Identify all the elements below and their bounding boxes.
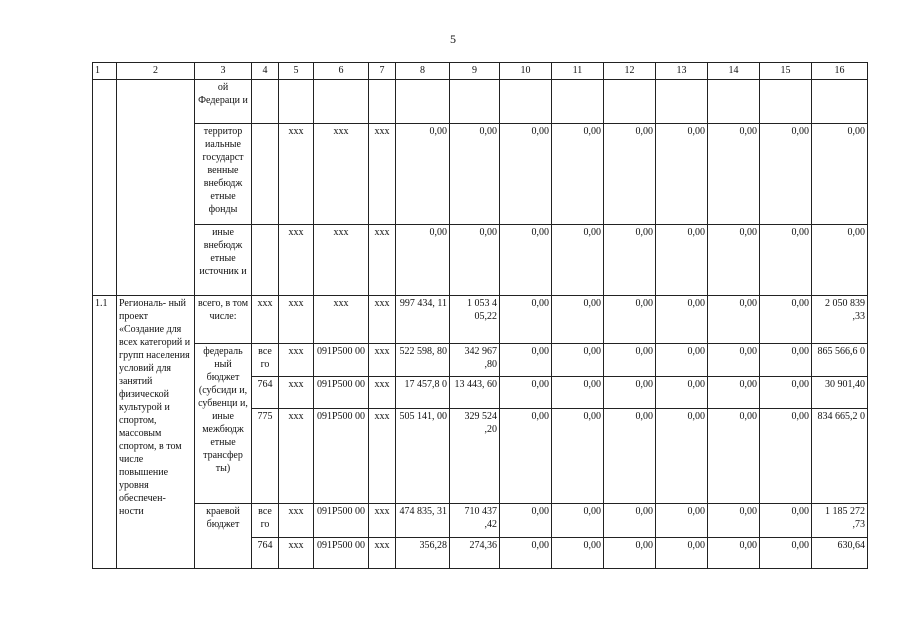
amount-cell: 1 185 272 ,73 bbox=[812, 504, 868, 538]
amount-cell: 0,00 bbox=[760, 124, 812, 225]
code-cell: ххх bbox=[279, 409, 314, 504]
amount-cell: 0,00 bbox=[708, 225, 760, 296]
code-cell: ххх bbox=[252, 296, 279, 344]
amount-cell: 0,00 bbox=[760, 296, 812, 344]
code-cell: ххх bbox=[279, 124, 314, 225]
amount-cell: 0,00 bbox=[500, 344, 552, 377]
code-cell: ххх bbox=[369, 225, 396, 296]
amount-cell: 0,00 bbox=[656, 504, 708, 538]
amount-cell: 0,00 bbox=[450, 124, 500, 225]
code-cell: ххх bbox=[279, 504, 314, 538]
amount-cell: 0,00 bbox=[552, 124, 604, 225]
code-cell: 764 bbox=[252, 377, 279, 409]
column-header: 15 bbox=[760, 63, 812, 80]
code-cell: ххх bbox=[314, 296, 369, 344]
column-header: 14 bbox=[708, 63, 760, 80]
amount-cell: 0,00 bbox=[760, 377, 812, 409]
project-cell bbox=[117, 80, 195, 296]
amount-cell: 0,00 bbox=[656, 538, 708, 569]
column-header: 9 bbox=[450, 63, 500, 80]
amount-cell: 0,00 bbox=[760, 504, 812, 538]
code-cell: ххх bbox=[314, 124, 369, 225]
amount-cell: 274,36 bbox=[450, 538, 500, 569]
table-row bbox=[93, 80, 868, 124]
amount-cell: 0,00 bbox=[656, 225, 708, 296]
amount-cell: 0,00 bbox=[552, 296, 604, 344]
amount-cell: 17 457,8 0 bbox=[396, 377, 450, 409]
code-cell: 764 bbox=[252, 538, 279, 569]
amount-cell: 0,00 bbox=[500, 124, 552, 225]
project-name-cell: Региональ- ный проект «Создание для всех категорий и групп населения условий для занятий физической культурой и спортом, массовым спортом, в том числе повышение уровня обеспечен- ности bbox=[117, 296, 195, 569]
amount-cell: 0,00 bbox=[604, 124, 656, 225]
source-cell: краевой бюджет bbox=[195, 504, 252, 569]
amount-cell: 710 437 ,42 bbox=[450, 504, 500, 538]
amount-cell: 342 967 ,80 bbox=[450, 344, 500, 377]
table-row bbox=[93, 225, 868, 296]
code-cell: ххх bbox=[279, 344, 314, 377]
page-number: 5 bbox=[450, 32, 456, 46]
code-cell: ххх bbox=[279, 296, 314, 344]
code-cell: 091Р500 00 bbox=[314, 538, 369, 569]
column-header: 12 bbox=[604, 63, 656, 80]
amount-cell: 0,00 bbox=[500, 296, 552, 344]
code-cell: 091Р500 00 bbox=[314, 504, 369, 538]
source-cell: территор иальные государст венные внебюдж етные фонды bbox=[195, 124, 252, 225]
table-row bbox=[93, 296, 868, 344]
amount-cell: 0,00 bbox=[656, 124, 708, 225]
header-row bbox=[93, 63, 868, 80]
amount-cell: 0,00 bbox=[604, 296, 656, 344]
amount-cell: 0,00 bbox=[812, 225, 868, 296]
column-header: 13 bbox=[656, 63, 708, 80]
source-cell: федераль ный бюджет (субсиди и, субвенци и, иные межбюдж етные трансфер ты) bbox=[195, 344, 252, 504]
amount-cell: 0,00 bbox=[708, 409, 760, 504]
amount-cell: 0,00 bbox=[604, 504, 656, 538]
amount-cell: 0,00 bbox=[656, 344, 708, 377]
column-header: 8 bbox=[396, 63, 450, 80]
code-cell: ххх bbox=[369, 296, 396, 344]
code-cell: ххх bbox=[369, 504, 396, 538]
amount-cell: 0,00 bbox=[450, 225, 500, 296]
amount-cell: 505 141, 00 bbox=[396, 409, 450, 504]
amount-cell: 0,00 bbox=[552, 504, 604, 538]
amount-cell: 834 665,2 0 bbox=[812, 409, 868, 504]
source-cell: всего, в том числе: bbox=[195, 296, 252, 344]
amount-cell: 0,00 bbox=[760, 344, 812, 377]
column-header: 10 bbox=[500, 63, 552, 80]
table-row bbox=[93, 124, 868, 225]
amount-cell: 30 901,40 bbox=[812, 377, 868, 409]
amount-cell: 0,00 bbox=[604, 344, 656, 377]
row-number-cell bbox=[93, 80, 117, 296]
amount-cell: 0,00 bbox=[552, 409, 604, 504]
amount-cell: 329 524 ,20 bbox=[450, 409, 500, 504]
amount-cell: 13 443, 60 bbox=[450, 377, 500, 409]
column-header: 3 bbox=[195, 63, 252, 80]
amount-cell: 0,00 bbox=[760, 225, 812, 296]
amount-cell: 2 050 839 ,33 bbox=[812, 296, 868, 344]
amount-cell: 0,00 bbox=[708, 296, 760, 344]
amount-cell: 0,00 bbox=[708, 377, 760, 409]
amount-cell: 0,00 bbox=[500, 504, 552, 538]
source-cell: иные внебюдж етные источник и bbox=[195, 225, 252, 296]
code-cell: ххх bbox=[314, 225, 369, 296]
code-cell: ххх bbox=[369, 377, 396, 409]
amount-cell: 0,00 bbox=[656, 377, 708, 409]
amount-cell: 865 566,6 0 bbox=[812, 344, 868, 377]
amount-cell: 0,00 bbox=[500, 409, 552, 504]
amount-cell: 0,00 bbox=[552, 344, 604, 377]
amount-cell: 0,00 bbox=[708, 124, 760, 225]
code-cell: ххх bbox=[279, 538, 314, 569]
code-cell: ххх bbox=[279, 377, 314, 409]
code-cell: 091Р500 00 bbox=[314, 344, 369, 377]
amount-cell: 0,00 bbox=[396, 124, 450, 225]
amount-cell: 997 434, 11 bbox=[396, 296, 450, 344]
amount-cell: 0,00 bbox=[656, 409, 708, 504]
code-cell: все го bbox=[252, 344, 279, 377]
column-header: 5 bbox=[279, 63, 314, 80]
code-cell: ххх bbox=[369, 538, 396, 569]
amount-cell: 0,00 bbox=[500, 377, 552, 409]
amount-cell: 0,00 bbox=[500, 538, 552, 569]
column-header: 16 bbox=[812, 63, 868, 80]
code-cell: все го bbox=[252, 504, 279, 538]
column-header: 1 bbox=[93, 63, 117, 80]
column-header: 6 bbox=[314, 63, 369, 80]
row-number-cell: 1.1 bbox=[93, 296, 117, 569]
table-row bbox=[93, 504, 868, 538]
amount-cell: 0,00 bbox=[708, 504, 760, 538]
column-header: 7 bbox=[369, 63, 396, 80]
code-cell: ххх bbox=[369, 124, 396, 225]
amount-cell: 0,00 bbox=[604, 538, 656, 569]
column-header: 11 bbox=[552, 63, 604, 80]
amount-cell: 0,00 bbox=[552, 225, 604, 296]
amount-cell: 0,00 bbox=[552, 538, 604, 569]
amount-cell: 522 598, 80 bbox=[396, 344, 450, 377]
code-cell: 091Р500 00 bbox=[314, 409, 369, 504]
amount-cell: 630,64 bbox=[812, 538, 868, 569]
amount-cell: 474 835, 31 bbox=[396, 504, 450, 538]
amount-cell: 0,00 bbox=[500, 225, 552, 296]
code-cell: ххх bbox=[279, 225, 314, 296]
amount-cell: 0,00 bbox=[760, 409, 812, 504]
amount-cell: 0,00 bbox=[604, 377, 656, 409]
amount-cell: 1 053 4 05,22 bbox=[450, 296, 500, 344]
amount-cell: 0,00 bbox=[708, 344, 760, 377]
code-cell: 775 bbox=[252, 409, 279, 504]
amount-cell: 0,00 bbox=[604, 409, 656, 504]
code-cell: 091Р500 00 bbox=[314, 377, 369, 409]
amount-cell: 0,00 bbox=[656, 296, 708, 344]
amount-cell: 0,00 bbox=[708, 538, 760, 569]
column-header: 4 bbox=[252, 63, 279, 80]
amount-cell: 0,00 bbox=[396, 225, 450, 296]
amount-cell: 0,00 bbox=[760, 538, 812, 569]
amount-cell: 0,00 bbox=[552, 377, 604, 409]
code-cell: ххх bbox=[369, 409, 396, 504]
amount-cell: 0,00 bbox=[604, 225, 656, 296]
budget-table bbox=[92, 62, 868, 569]
source-cell: ой Федераци и bbox=[195, 80, 252, 124]
code-cell: ххх bbox=[369, 344, 396, 377]
column-header: 2 bbox=[117, 63, 195, 80]
table-row bbox=[93, 344, 868, 377]
amount-cell: 356,28 bbox=[396, 538, 450, 569]
amount-cell: 0,00 bbox=[812, 124, 868, 225]
